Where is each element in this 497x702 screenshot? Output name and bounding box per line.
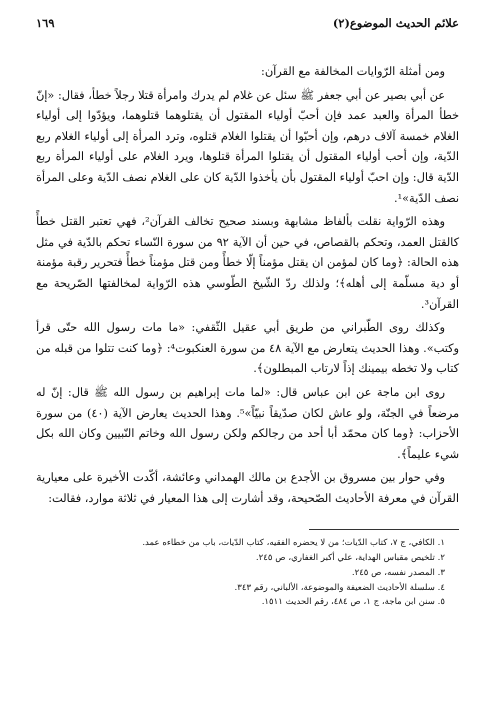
- paragraph: وفي حوار بين مسروق بن الأجدع بن مالك الهمداني وعائشة، أكّدت الأخيرة على معيارية القرآن في معرفة الأحاديث الصّحيحة، وقد أشارت إلى هذا المعيار في ثلاثة موارد، فقالت:: [36, 471, 459, 505]
- paragraph: ومن أمثلة الرّوايات المخالفة مع القرآن:: [261, 65, 445, 78]
- footnote: ٣. المصدر نفسه، ص ٢٤٥.: [351, 567, 445, 578]
- main-text: [36, 62, 459, 509]
- footnote: ٢. تلخيص مقباس الهداية، علي أكبر الغفاري، ص ٢٤٥.: [255, 553, 445, 564]
- paragraph: روى ابن ماجة عن ابن عباس قال: «لما مات إبراهيم بن رسول الله ﷺ قال: إنّ له مرضعاً في الجنّة، ولو عاش لكان صدّيقاً نبيّاً»⁵. وهذا الحديث يعارض الآية (٤٠) من سورة الأحزاب: ﴿وما كان محمّد أبا أحد من رجالكم ولكن رسول الله وخاتم النّبيين وكان الله بكل شيء عليماً﴾.: [36, 385, 459, 461]
- running-title: علائم الحديث الموضوع(٢): [332, 16, 459, 30]
- running-header: [36, 16, 459, 38]
- paragraph: عن أبي بصير عن أبي جعفر ﷺ سئل عن غلام لم يدرك وامرأة قتلا رجلاً خطأ، فقال: «إنّ خطأ المرأة والعبد عمد فإن أحبّ أولياء المقتول أن يقتلوهما قتلوهما، ويؤدّوا إلى أولياء الغلام خمسة آلاف درهم، وإن أحبّوا أن يقتلوا الغلام قتلوه، وترد المرأة إلى أولياء الغلام ربع الدّية، وإن أحب أولياء المقتول أن يقتلوا المرأة قتلوها، ويرد الغلام على أولياء المرأة ربع الدّية قال: وإن احبّ أولياء المقتول بأن يأخذوا الدّية كان على الغلام نصف الدّية وعلى المرأة نصف الدّية»¹.: [36, 88, 459, 205]
- footnote-divider: [309, 529, 459, 530]
- footnote: ٥. سنن ابن ماجة، ج ١، ص ٤٨٤، رقم الحديث ١٥١١.: [261, 597, 445, 608]
- footnote: ٤. سلسلة الأحاديث الضعيفة والموضوعة، الألباني، رقم ٣٤٣.: [234, 582, 445, 593]
- paragraph: وكذلك روى الطّبراني من طريق أبي عقيل الثّقفي: «ما مات رسول الله حتّى قرأ وكتب». وهذا الحديث يتعارض مع الآية ٤٨ من سورة العنكبوت⁴: ﴿وما كنت تتلوا من قبله من كتاب ولا تخطه بيمينك إذاً لارتاب المبطلون﴾.: [36, 321, 459, 376]
- footnotes: [36, 536, 459, 610]
- page-number: ١٦٩: [36, 16, 55, 30]
- footnote: ١. الكافي، ج ٧، كتاب الدّيات؛ من لا يحضره الفقيه، كتاب الدّيات، باب من خطاءه عمد.: [142, 538, 445, 549]
- paragraph: وهذه الرّواية نقلت بألفاظ مشابهة وبسند صحيح تخالف القرآن²، فهي تعتبر القتل خطأً كالقتل العمد، وتحكم بالقصاص، في حين أن الآية ٩٢ من سورة النّساء تحكم بالدّية في مثل هذه الحالة: ﴿وما كان لمؤمن ان يقتل مؤمناً إلّا خطأً ومن قتل مؤمناً خطأً فتحرير رقبة مؤمنة أو دية مسلّمة إلى أهله﴾؛ ولذلك ردّ الشّيخ الطّوسي هذه الرّواية لمخالفتها الصّريحة مع القرآن³.: [36, 215, 460, 311]
